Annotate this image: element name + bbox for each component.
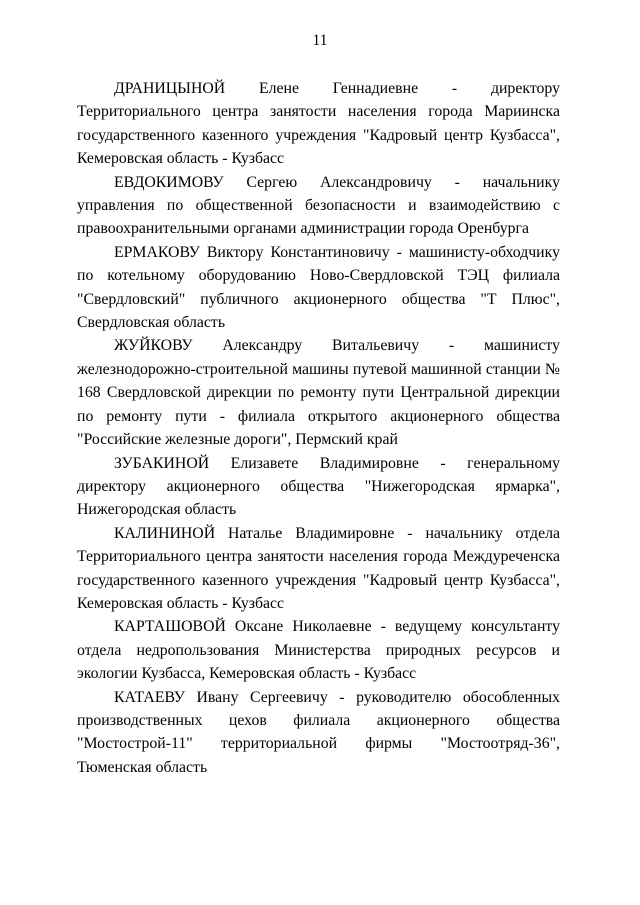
recipient-entry: ЖУЙКОВУ Александру Витальевичу - машинисту железнодорожно-строительной машины путевой машинной станции № 168 Свердловской дирекции по ремонту пути Центральной дирекции по ремонту пути - филиала открытого акционерного общества "Российские железные дороги", Пермский край	[77, 337, 560, 449]
award-recipients-list	[77, 77, 560, 779]
page-number: 11	[312, 32, 328, 49]
recipient-entry: ЕВДОКИМОВУ Сергею Александровичу - начальнику управления по общественной безопасности и взаимодействию с правоохранительными органами администрации города Оренбурга	[77, 173, 560, 238]
recipient-entry: ДРАНИЦЫНОЙ Елене Геннадиевне - директору Территориального центра занятости населения города Мариинска государственного казенного учреждения "Кадровый центр Кузбасса", Кемеровская область - Кузбасс	[77, 80, 560, 168]
recipient-entry: КАЛИНИНОЙ Наталье Владимировне - начальнику отдела Территориального центра занятости населения города Междуреченска государственного казенного учреждения "Кадровый центр Кузбасса", Кемеровская область - Кузбасс	[77, 524, 560, 612]
recipient-entry: КАТАЕВУ Ивану Сергеевичу - руководителю обособленных производственных цехов филиала акционерного общества "Мостострой-11" территориальной фирмы "Мостоотряд-36", Тюменская область	[77, 688, 560, 776]
recipient-entry: ЗУБАКИНОЙ Елизавете Владимировне - генеральному директору акционерного общества "Нижегородская ярмарка", Нижегородская область	[77, 454, 560, 519]
recipient-entry: КАРТАШОВОЙ Оксане Николаевне - ведущему консультанту отдела недропользования Министерства природных ресурсов и экологии Кузбасса, Кемеровская область - Кузбасс	[77, 618, 560, 683]
recipient-entry: ЕРМАКОВУ Виктору Константиновичу - машинисту-обходчику по котельному оборудованию Ново-Свердловской ТЭЦ филиала "Свердловский" публичного акционерного общества "Т Плюс", Свердловская область	[77, 243, 560, 332]
